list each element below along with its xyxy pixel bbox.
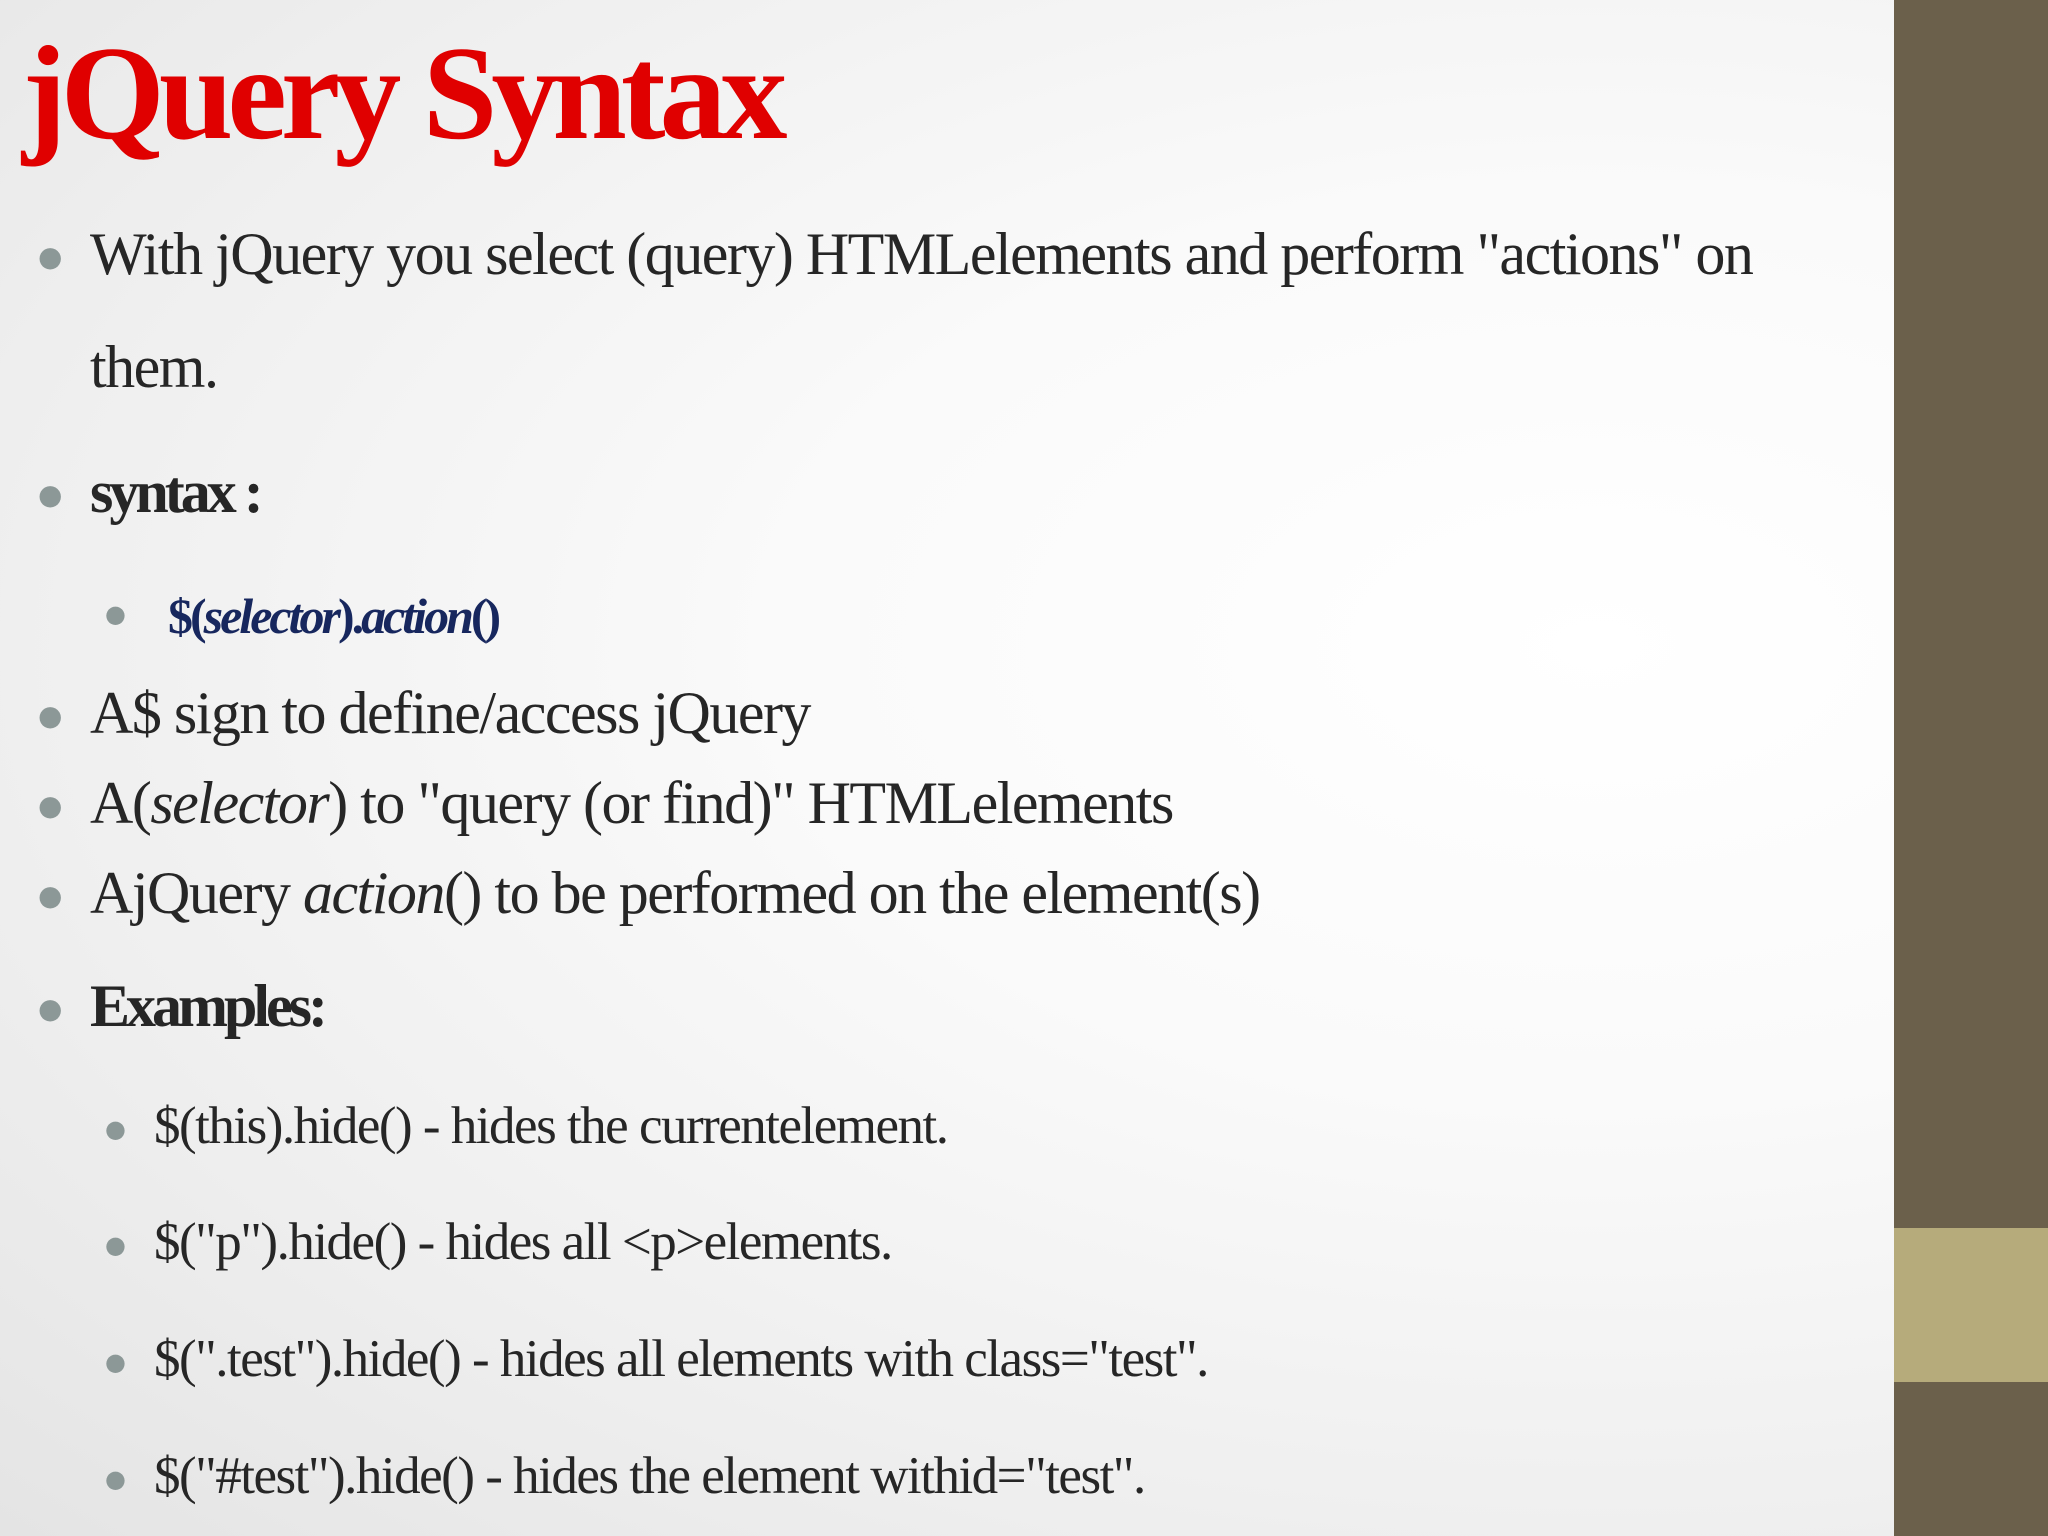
part-selector-prefix: A( [90, 770, 151, 836]
decorative-sidebar-accent [1894, 1228, 2048, 1382]
syntax-code-selector: selector [203, 588, 338, 644]
slide-title: jQuery Syntax [22, 19, 782, 167]
part-action-italic: action [302, 860, 444, 926]
part-action-prefix: AjQuery [90, 860, 303, 926]
example-item: $("#test").hide() - hides the element withid="test". [154, 1447, 1145, 1505]
intro-line-1: With jQuery you select (query) HTMLelements and perform "actions" on [90, 221, 1753, 287]
bullet-dot: ● [38, 240, 63, 273]
bullet-dot: ● [105, 1115, 126, 1143]
bullet-dot: ● [38, 992, 63, 1025]
syntax-label: syntax : [90, 459, 260, 525]
bullet-dot: ● [38, 478, 63, 511]
part-selector-suffix: ) to "query (or find)" HTMLelements [328, 770, 1173, 836]
bullet-dot: ● [105, 1231, 126, 1259]
part-action-suffix: () to be performed on the element(s) [443, 860, 1260, 926]
bullet-dot: ● [105, 1348, 126, 1376]
bullet-dot: ● [38, 789, 63, 822]
intro-line-2: them. [90, 334, 218, 400]
bullet-dot: ● [105, 1465, 126, 1493]
part-selector-italic: selector [150, 770, 329, 836]
syntax-code-open: $( [168, 588, 204, 644]
syntax-code-end: () [470, 588, 499, 644]
examples-label: Examples: [90, 973, 324, 1039]
bullet-dot: ● [105, 600, 126, 628]
example-item: $("p").hide() - hides all <p>elements. [154, 1213, 892, 1271]
bullet-dot: ● [38, 879, 63, 912]
part-dollar-sign: A$ sign to define/access jQuery [90, 680, 810, 746]
syntax-code [168, 584, 498, 648]
syntax-code-mid: ). [337, 588, 362, 644]
bullet-dot: ● [38, 699, 63, 732]
syntax-code-action: action [361, 588, 471, 644]
example-item: $(this).hide() - hides the currentelement. [154, 1097, 948, 1155]
part-selector [90, 768, 1173, 838]
part-action [90, 858, 1260, 928]
example-item: $(".test").hide() - hides all elements with class="test". [154, 1330, 1208, 1388]
